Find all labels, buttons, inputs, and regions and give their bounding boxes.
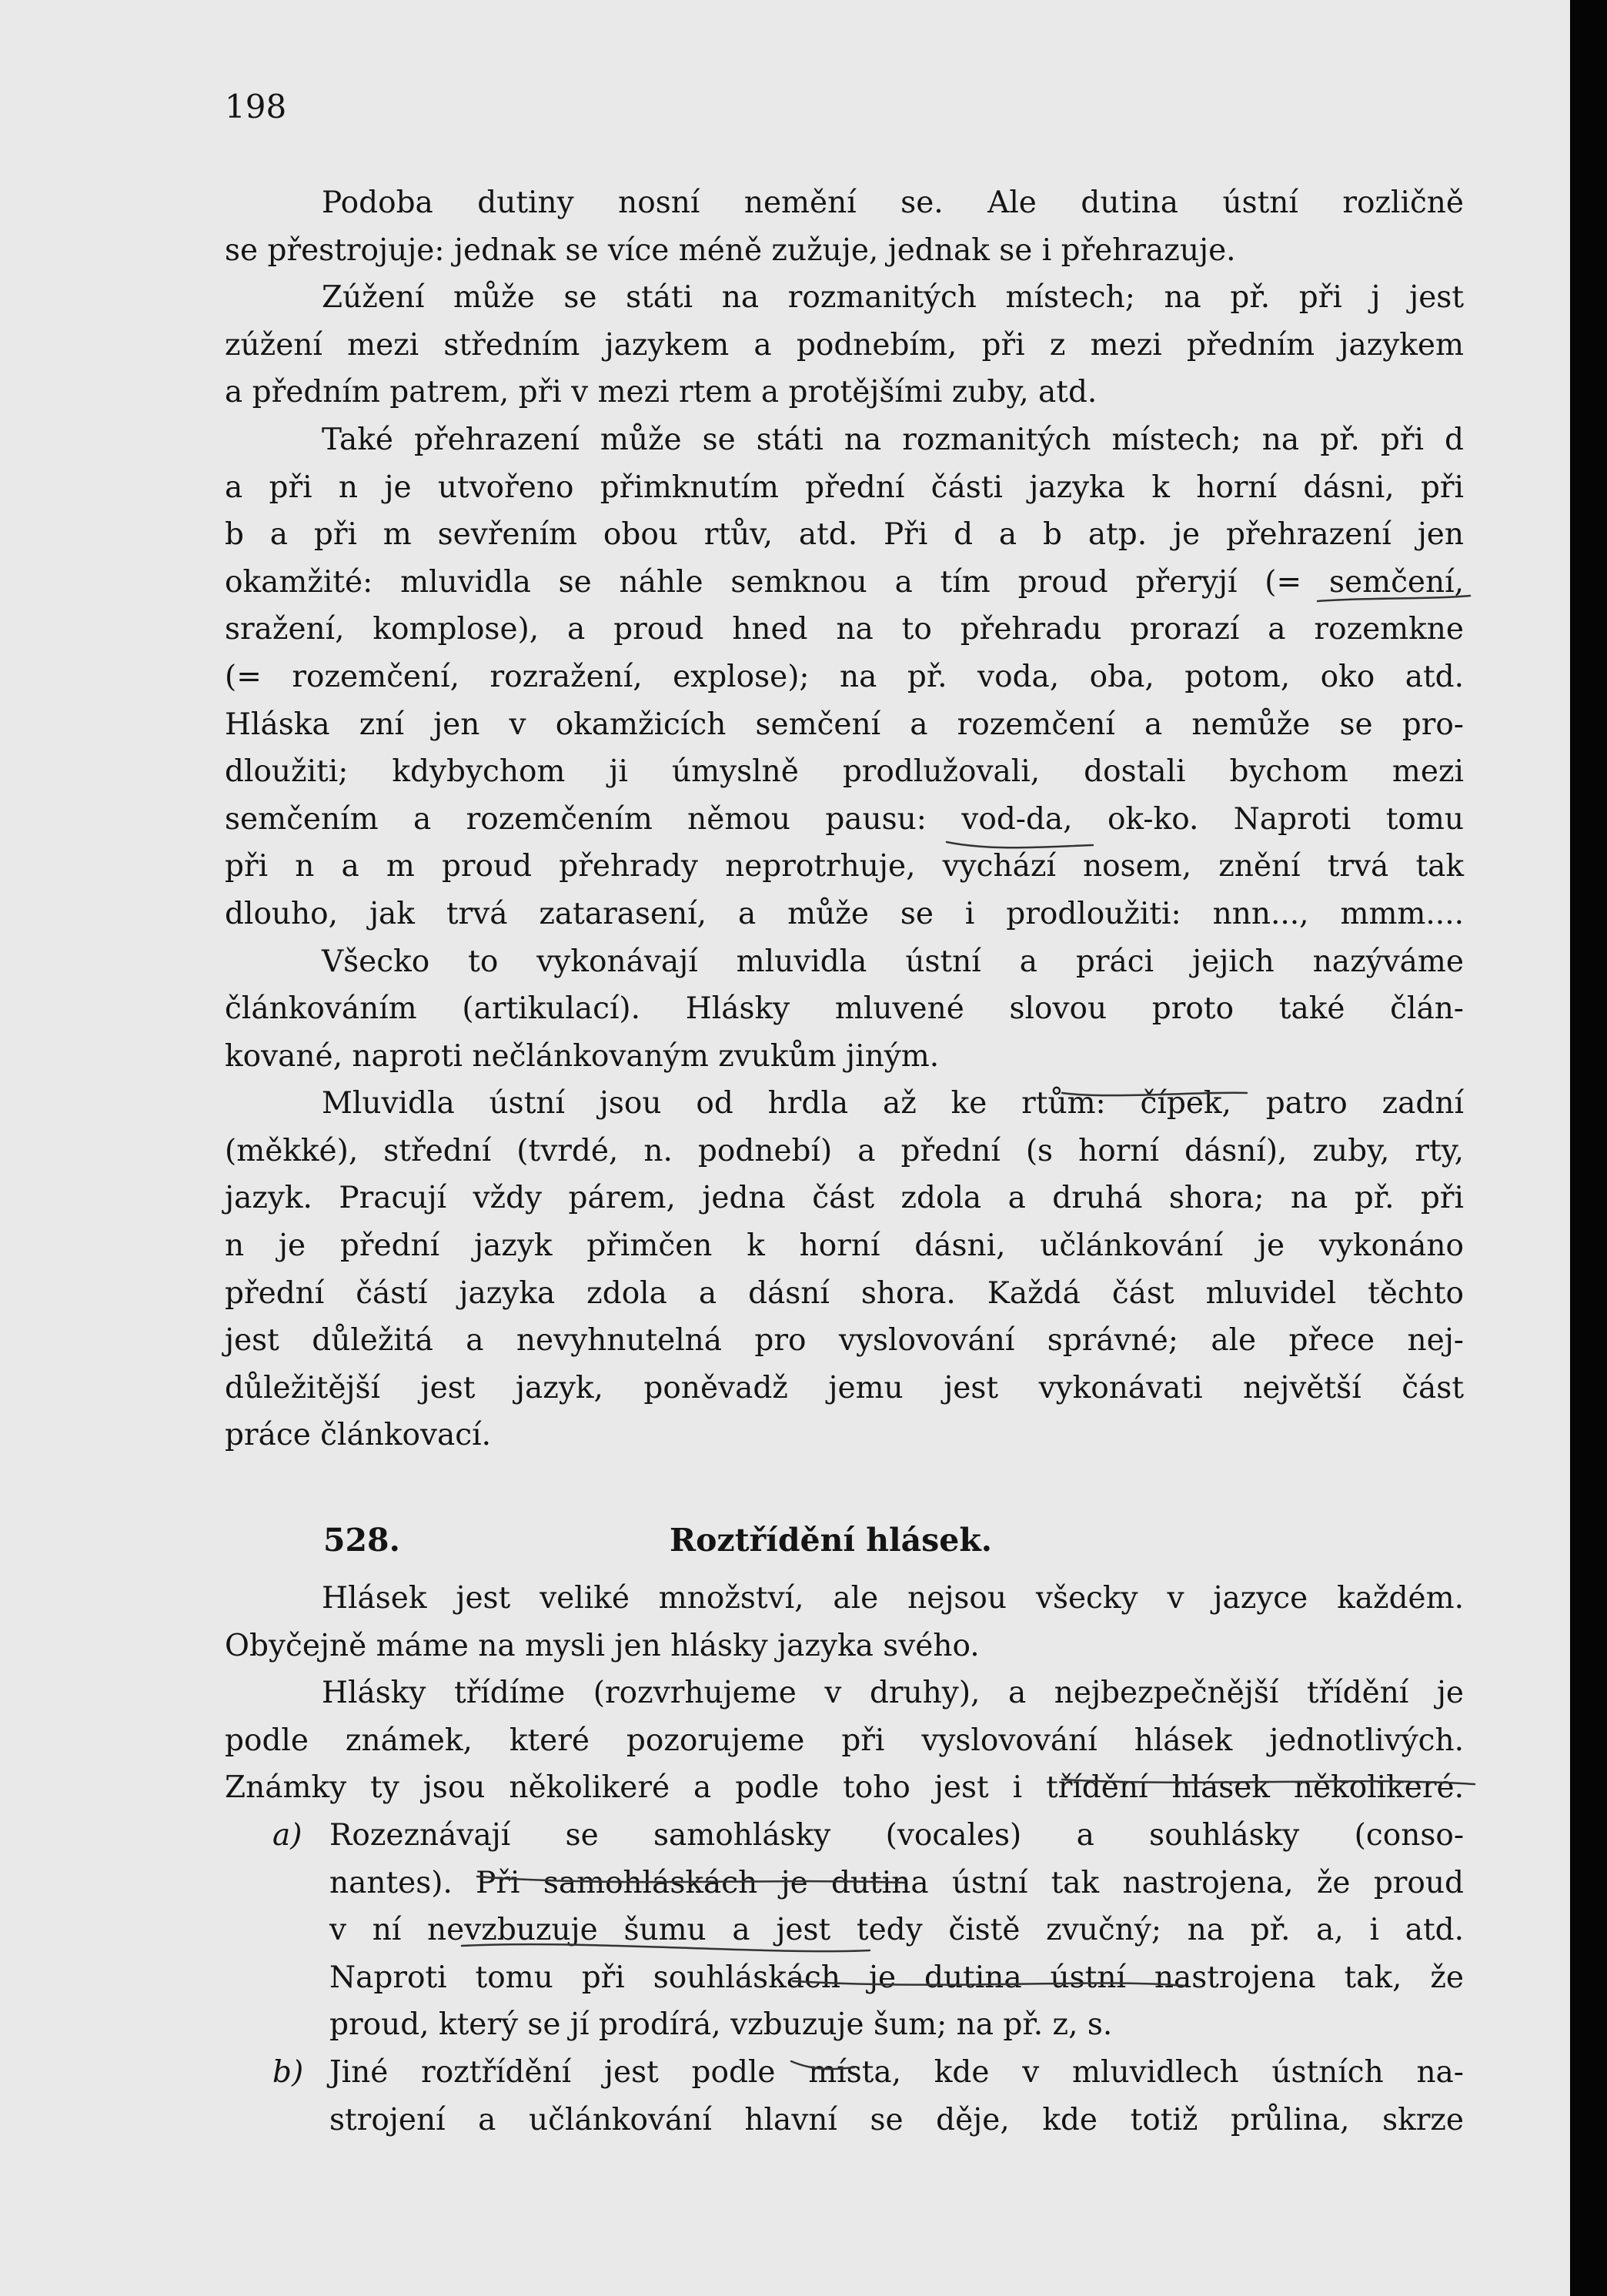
text-line: práce článkovací.: [225, 1418, 491, 1453]
text-line: okamžité: mluvidla se náhle semknou a tím proud přeryjí (= semčení,: [225, 564, 1464, 600]
item-text: Rozeznávají se samohlásky (vocales) a souhlásky (conso-: [329, 1818, 1464, 1853]
text-line: jazyk. Pracují vždy párem, jedna část zdola a druhá shora; na př. při: [225, 1181, 1464, 1216]
scan-border: [1570, 0, 1607, 2296]
section-title: Roztřídění hlásek.: [670, 1522, 993, 1559]
item-label: a): [272, 1818, 302, 1853]
text-line: semčením a rozemčením němou pausu: vod-da, ok-ko. Naproti tomu: [225, 801, 1464, 837]
text-line: článkováním (artikulací). Hlásky mluvené slovou proto také člán-: [225, 991, 1464, 1027]
text-line: n je přední jazyk přimčen k horní dásni, učlánkování je vykonáno: [225, 1228, 1464, 1264]
text-line: se přestrojuje: jednak se více méně zužuje, jednak se i přehrazuje.: [225, 232, 1236, 268]
text-line: b a při m sevřením obou rtův, atd. Při d a b atp. je přehrazení jen: [225, 517, 1464, 553]
text-line: Známky ty jsou několikeré a podle toho jest i třídění hlásek několikeré.: [225, 1770, 1464, 1806]
list-item: [225, 2049, 1464, 2097]
item-text: Jiné roztřídění jest podle místa, kde v mluvidlech ústních na-: [329, 2054, 1464, 2090]
section-number: 528.: [323, 1522, 400, 1559]
text-line: Také přehrazení může se státi na rozmanitých místech; na př. při d: [322, 422, 1464, 457]
text-line: dloužiti; kdybychom ji úmyslně prodlužovali, dostali bychom mezi: [225, 754, 1464, 790]
text-line: Hláska zní jen v okamžicích semčení a rozemčení a nemůže se pro-: [225, 707, 1464, 742]
text-line: Podoba dutiny nosní nemění se. Ale dutina ústní rozličně: [322, 185, 1464, 220]
text-line: podle známek, které pozorujeme při vyslovování hlásek jednotlivých.: [225, 1723, 1464, 1758]
text-line: Zúžení může se státi na rozmanitých místech; na př. při j jest: [322, 280, 1464, 316]
text-line: Hlásky třídíme (rozvrhujeme v druhy), a nejbezpečnější třídění je: [322, 1676, 1464, 1711]
text-line: při n a m proud přehrady neprotrhuje, vychází nosem, znění trvá tak: [225, 849, 1464, 884]
spacer: [225, 1459, 1464, 1506]
text-line: v ní nevzbuzuje šumu a jest tedy čistě zvučný; na př. a, i atd.: [329, 1913, 1464, 1948]
text-line: strojení a učlánkování hlavní se děje, kde totiž průlina, skrze: [329, 2102, 1464, 2137]
item-label: b): [272, 2054, 304, 2090]
list-item: [225, 1812, 1464, 1860]
text-line: jest důležitá a nevyhnutelná pro vyslovování správné; ale přece nej-: [225, 1323, 1464, 1359]
text-line: Hlásek jest veliké množství, ale nejsou všecky v jazyce každém.: [322, 1581, 1464, 1616]
text-line: (měkké), střední (tvrdé, n. podnebí) a přední (s horní dásní), zuby, rty,: [225, 1133, 1464, 1168]
text-line: nantes). Při samohláskách je dutina ústní tak nastrojena, že proud: [329, 1865, 1464, 1900]
text-line: přední částí jazyka zdola a dásní shora. Každá část mluvidel těchto: [225, 1275, 1464, 1311]
text-line: Mluvidla ústní jsou od hrdla až ke rtům: čípek, patro zadní: [322, 1086, 1464, 1121]
text-line: Naproti tomu při souhláskách je dutina ústní nastrojena tak, že: [329, 1960, 1464, 1995]
text-line: kované, naproti nečlánkovaným zvukům jiným.: [225, 1038, 940, 1074]
text-line: a při n je utvořeno přimknutím přední části jazyka k horní dásni, při: [225, 470, 1464, 505]
body-text: [225, 179, 1464, 2144]
text-line: sražení, komplose), a proud hned na to přehradu prorazí a rozemkne: [225, 612, 1464, 647]
text-line: proud, který se jí prodírá, vzbuzuje šum; na př. z, s.: [329, 2007, 1113, 2043]
text-line: a předním patrem, při v mezi rtem a protějšími zuby, atd.: [225, 375, 1098, 410]
text-line: (= rozemčení, rozražení, explose); na př. voda, oba, potom, oko atd.: [225, 659, 1464, 694]
text-line: zúžení mezi středním jazykem a podnebím, při z mezi předním jazykem: [225, 327, 1464, 363]
text-line: dlouho, jak trvá zatarasení, a může se i prodloužiti: nnn..., mmm....: [225, 896, 1464, 931]
text-line: důležitější jest jazyk, poněvadž jemu jest vykonávati největší část: [225, 1370, 1464, 1405]
section-heading: [225, 1506, 1464, 1575]
text-line: Všecko to vykonávají mluvidla ústní a práci jejich nazýváme: [322, 944, 1464, 979]
text-line: Obyčejně máme na mysli jen hlásky jazyka svého.: [225, 1628, 980, 1663]
page-number: 198: [225, 88, 287, 125]
